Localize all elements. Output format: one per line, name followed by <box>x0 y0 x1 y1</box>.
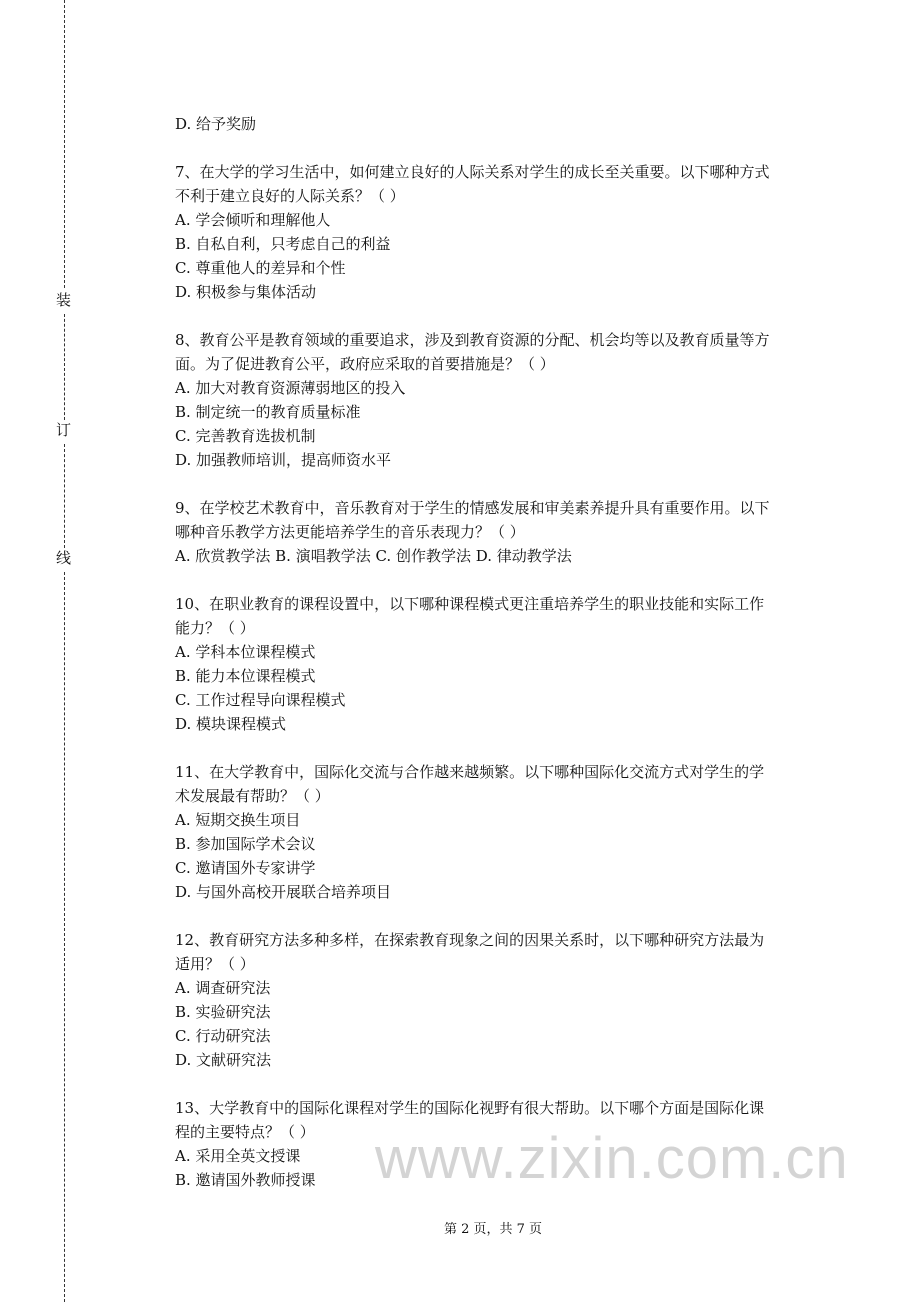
option: C. 完善教育选拔机制 <box>175 427 316 445</box>
option: A. 欣赏教学法 B. 演唱教学法 C. 创作教学法 D. 律动教学法 <box>175 547 572 565</box>
question-stem: 程的主要特点？（ ） <box>175 1123 315 1141</box>
question <box>175 592 825 736</box>
question <box>175 496 825 568</box>
option: C. 尊重他人的差异和个性 <box>175 259 346 277</box>
binding-label: 线 <box>56 549 72 567</box>
option: D. 模块课程模式 <box>175 715 287 733</box>
option: A. 调查研究法 <box>175 979 271 997</box>
option: A. 学会倾听和理解他人 <box>175 211 331 229</box>
question-stem: 9、在学校艺术教育中，音乐教育对于学生的情感发展和审美素养提升具有重要作用。以下 <box>175 499 770 517</box>
option: B. 能力本位课程模式 <box>175 667 316 685</box>
page-footer: 第 2 页，共 7 页 <box>443 1222 543 1237</box>
question-stem: 适用？（ ） <box>175 955 255 973</box>
option: B. 制定统一的教育质量标准 <box>175 403 361 421</box>
option: D. 加强教师培训，提高师资水平 <box>175 451 392 469</box>
question <box>175 928 825 1072</box>
question-stem: 不利于建立良好的人际关系？（ ） <box>175 187 405 205</box>
option: D. 给予奖励 <box>175 115 257 133</box>
binding-label: 装 <box>56 291 72 309</box>
question-stem: 8、教育公平是教育领域的重要追求，涉及到教育资源的分配、机会均等以及教育质量等方 <box>175 331 770 349</box>
option: B. 参加国际学术会议 <box>175 835 316 853</box>
option: C. 工作过程导向课程模式 <box>175 691 346 709</box>
binding-label: 订 <box>56 421 72 439</box>
binding-line <box>64 572 65 1302</box>
option: D. 积极参与集体活动 <box>175 283 317 301</box>
question-stem: 12、教育研究方法多种多样，在探索教育现象之间的因果关系时，以下哪种研究方法最为 <box>175 931 765 949</box>
binding-line <box>64 0 65 288</box>
question-list <box>175 112 825 1192</box>
option: D. 与国外高校开展联合培养项目 <box>175 883 392 901</box>
question <box>175 160 825 304</box>
question <box>175 760 825 904</box>
question <box>175 1096 825 1192</box>
watermark: www.zixin.com.cn <box>375 1126 849 1191</box>
binding-line <box>64 314 65 420</box>
question <box>175 328 825 472</box>
option: B. 实验研究法 <box>175 1003 271 1021</box>
option: C. 邀请国外专家讲学 <box>175 859 316 877</box>
question-stem: 面。为了促进教育公平，政府应采取的首要措施是？（ ） <box>175 355 555 373</box>
question-stem: 11、在大学教育中，国际化交流与合作越来越频繁。以下哪种国际化交流方式对学生的学 <box>175 763 765 781</box>
option: A. 短期交换生项目 <box>175 811 301 829</box>
option: B. 邀请国外教师授课 <box>175 1171 316 1189</box>
question-stem: 能力？（ ） <box>175 619 255 637</box>
option: C. 行动研究法 <box>175 1027 271 1045</box>
question-stem: 10、在职业教育的课程设置中，以下哪种课程模式更注重培养学生的职业技能和实际工作 <box>175 595 765 613</box>
option: A. 采用全英文授课 <box>175 1147 301 1165</box>
question-stem: 13、大学教育中的国际化课程对学生的国际化视野有很大帮助。以下哪个方面是国际化课 <box>175 1099 765 1117</box>
option: D. 文献研究法 <box>175 1051 272 1069</box>
option: A. 学科本位课程模式 <box>175 643 316 661</box>
option: B. 自私自利，只考虑自己的利益 <box>175 235 391 253</box>
question-stem: 7、在大学的学习生活中，如何建立良好的人际关系对学生的成长至关重要。以下哪种方式 <box>175 163 770 181</box>
question-stem: 术发展最有帮助？（ ） <box>175 787 330 805</box>
binding-line <box>64 444 65 548</box>
option: A. 加大对教育资源薄弱地区的投入 <box>175 379 406 397</box>
question-stem: 哪种音乐教学方法更能培养学生的音乐表现力？（ ） <box>175 523 525 541</box>
